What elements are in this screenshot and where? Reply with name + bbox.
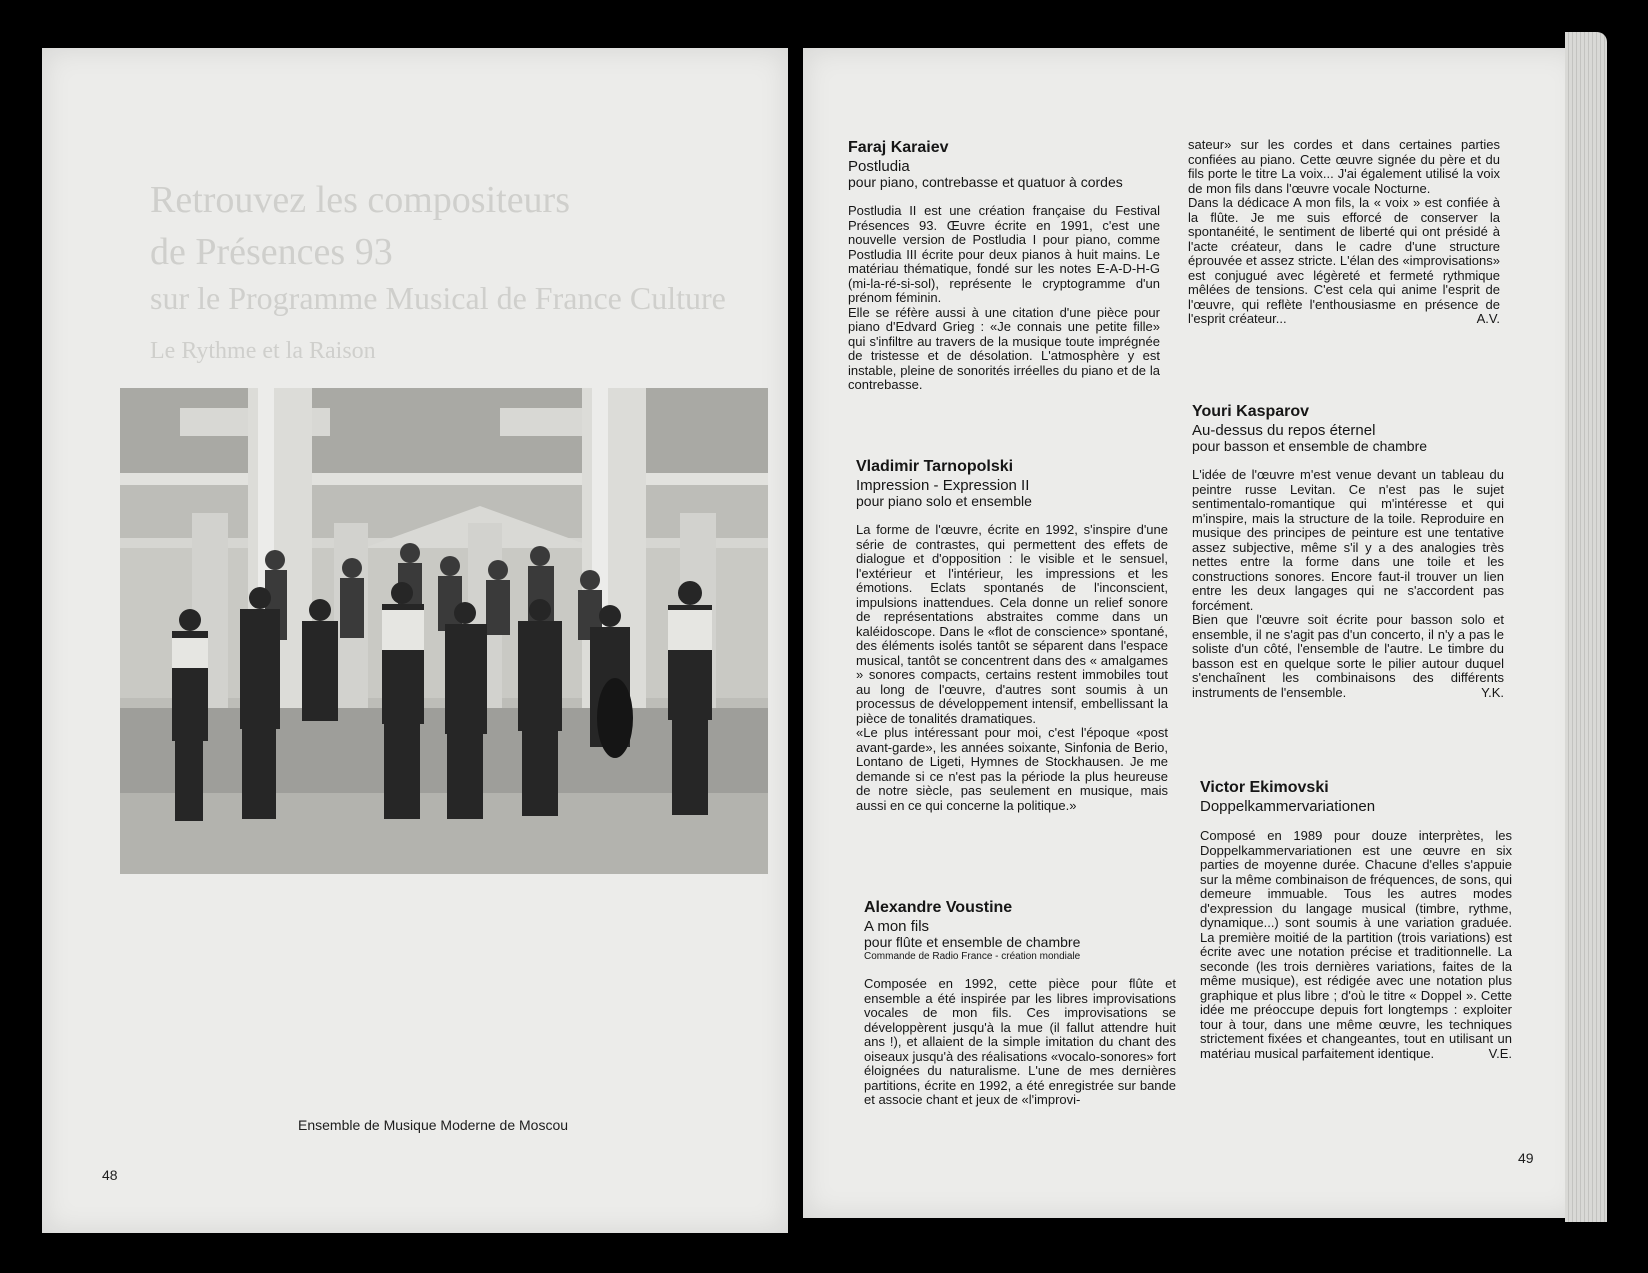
bleed-through-line: Retrouvez les compositeurs	[150, 179, 571, 221]
ensemble-photograph	[120, 388, 768, 874]
instrumentation: pour basson et ensemble de chambre	[1192, 438, 1428, 454]
bleed-through-line: sur le Programme Musical de France Culture	[150, 280, 726, 316]
paragraph: L'idée de l'œuvre m'est venue devant un tableau du peintre russe Levitan. Ce n'est pas le sujet sentimentalo-romantique qui m'intéresse et qui m'inspire, mais la structure de la toile. Reproduire en musique des principes de peinture est une tentative assez subjective, même s'il y a des analogies très nettes entre la forme dans une toile et les constructions sonores. Encore faut-il trouver un lien entre les deux langages qui ne s'accordent pas forcément.	[1192, 467, 1504, 613]
instrumentation: pour piano solo et ensemble	[856, 493, 1032, 509]
instrumentation: pour piano, contrebasse et quatuor à cordes	[848, 174, 1123, 190]
entry-faraj-karaiev	[848, 138, 1160, 393]
composer-name: Faraj Karaiev	[848, 139, 949, 156]
entry-body	[856, 523, 1168, 813]
paragraph: «Le plus intéressant pour moi, c'est l'époque «post avant-garde», les années soixante, Sinfonia de Berio, Lontano de Ligeti, Hymnes de Stockhausen. Je me demande si ce n'est pas la période la plus heureuse de notre siècle, pas seulement en musique, mais aussi en ce qui concerne la politique.»	[856, 725, 1168, 813]
entry-youri-kasparov	[1192, 402, 1504, 700]
composer-name: Vladimir Tarnopolski	[856, 458, 1014, 475]
bleed-through-line: de Présences 93	[150, 231, 393, 273]
entry-body	[848, 204, 1160, 393]
page-number-right: 49	[1518, 1150, 1534, 1166]
paragraph: Elle se réfère aussi à une citation d'une pièce pour piano d'Edvard Grieg : «Je connais une petite fille» qui s'infiltre au travers de la musique toute imprégnée de tristesse et de désolation. L'atmosphère y est instable, pleine de sonorités irréelles du piano et de la contrebasse.	[848, 304, 1160, 392]
paragraph: sateur» sur les cordes et dans certaines parties confiées au piano. Cette œuvre signée du père et du fils porte le titre La voix... J'ai également utilisé la voix de mon fils dans l'œuvre vocale Nocturne.	[1188, 137, 1500, 196]
composer-name: Victor Ekimovski	[1200, 779, 1329, 796]
entry-body	[1200, 829, 1512, 1061]
paragraph: La forme de l'œuvre, écrite en 1992, s'inspire d'une série de contrastes, qui permettent des effets de dialogue et d'opposition : le visible et le sensuel, l'extérieur et l'intérieur, les impressions et les émotions. Eclats spontanés de l'inconscient, impulsions inattendues. Cela donne un relief sonore de représentations abstraites comme dans un kaléidoscope. Dans le «flot de conscience» spontané, des éléments isolés tantôt se séparent dans l'espace musical, tantôt se concentrent dans des « amalgames » sonores compacts, certains restent immobiles tout au long de l'œuvre, d'autres sont soumis à un processus de développement intensif, embellissant la pièce de tonalités dramatiques.	[856, 522, 1168, 726]
bleed-through-line: Le Rythme et la Raison	[150, 338, 376, 364]
paragraph: Composée en 1992, cette pièce pour flûte et ensemble a été inspirée par les libres improvisations vocales de mon fils. Ces improvisations se développèrent jusqu'à la mue (il fallut attendre huit ans !), et allaient de la simple imitation du chant des oiseaux jusqu'à des réalisations «vocalo-sonores» fort éloignées du naturalisme. L'une de mes dernières partitions, écrite en 1992, a été enregistrée sur bande et associe chant et jeux de «l'improvi-	[864, 976, 1176, 1107]
signature: Y.K.	[1481, 684, 1504, 700]
paragraph: Bien que l'œuvre soit écrite pour basson solo et ensemble, il ne s'agit pas d'un concerto, il n'y a pas le soliste d'un côté, l'ensemble de l'autre. Le timbre du basson est en quelque sorte le pilier autour duquel s'enchaînent les combinaisons des différents instruments de l'ensemble.	[1192, 612, 1504, 700]
photo-caption: Ensemble de Musique Moderne de Moscou	[298, 1117, 569, 1133]
composer-name: Alexandre Voustine	[864, 899, 1013, 916]
work-title: Impression - Expression II	[856, 477, 1030, 494]
work-title: A mon fils	[864, 918, 930, 935]
page-number-left: 48	[102, 1167, 118, 1183]
entry-vladimir-tarnopolski	[856, 457, 1168, 813]
entry-body	[1192, 468, 1504, 700]
page-edges	[1565, 32, 1607, 1222]
work-title: Doppelkammervariationen	[1200, 798, 1376, 815]
paragraph: Dans la dédicace A mon fils, la « voix » est confiée à la flûte. Je me suis efforcé de conserver la spontanéité, le sentiment de liberté qui ont présidé à l'acte créateur, dans le cadre d'une structure éprouvée et assez stricte. L'élan des «improvisations» est conjugué avec légèreté et fermeté rythmique mêlées de tensions. C'est cela qui anime l'esprit de l'œuvre, qui reflète l'enthousiasme en présence de l'esprit créateur...	[1188, 195, 1500, 326]
work-title: Au-dessus du repos éternel	[1192, 422, 1376, 439]
signature: V.E.	[1488, 1045, 1512, 1061]
paragraph: Postludia II est une création française du Festival Présences 93. Œuvre écrite en 1991, c'est une nouvelle version de Postludia I pour piano, comme Postludia III écrite pour deux pianos à huit mains. Le matériau thématique, fondé sur les notes E-A-D-H-G (mi-la-ré-si-sol), représente le cryptogramme d'un prénom féminin.	[848, 203, 1160, 305]
entry-alexandre-voustine	[864, 898, 1176, 1108]
composer-name: Youri Kasparov	[1192, 403, 1310, 420]
entry-body	[864, 977, 1176, 1108]
signature: A.V.	[1476, 311, 1500, 326]
commission-note: Commande de Radio France - création mondiale	[864, 951, 1081, 962]
entry-voustine-continuation	[1188, 138, 1500, 327]
work-title: Postludia	[848, 158, 910, 175]
paragraph: Composé en 1989 pour douze interprètes, les Doppelkammervariationen est une œuvre en six parties de moyenne durée. Chacune d'elles s'appuie sur la même combinaison de fréquences, de sons, qui demeure immuable. Tous les autres modes d'expression du langage musical (timbre, rythme, dynamique...) sont soumis à une variation graduée. La première moitié de la partition (trois variations) est écrite avec une notation précise et traditionnelle. La seconde (les trois dernières variations, faites de la même musique), est rédigée avec une notation plus graphique et plus libre ; d'où le titre « Doppel ». Cette idée me préoccupe depuis fort longtemps : exploiter tour à tour, dans une même œuvre, les techniques strictement fixées et changeantes, tout en utilisant un matériau musical parfaitement identique.	[1200, 828, 1512, 1061]
instrumentation: pour flûte et ensemble de chambre	[864, 934, 1081, 950]
entry-body	[1188, 138, 1500, 327]
entry-victor-ekimovski	[1200, 778, 1512, 1061]
